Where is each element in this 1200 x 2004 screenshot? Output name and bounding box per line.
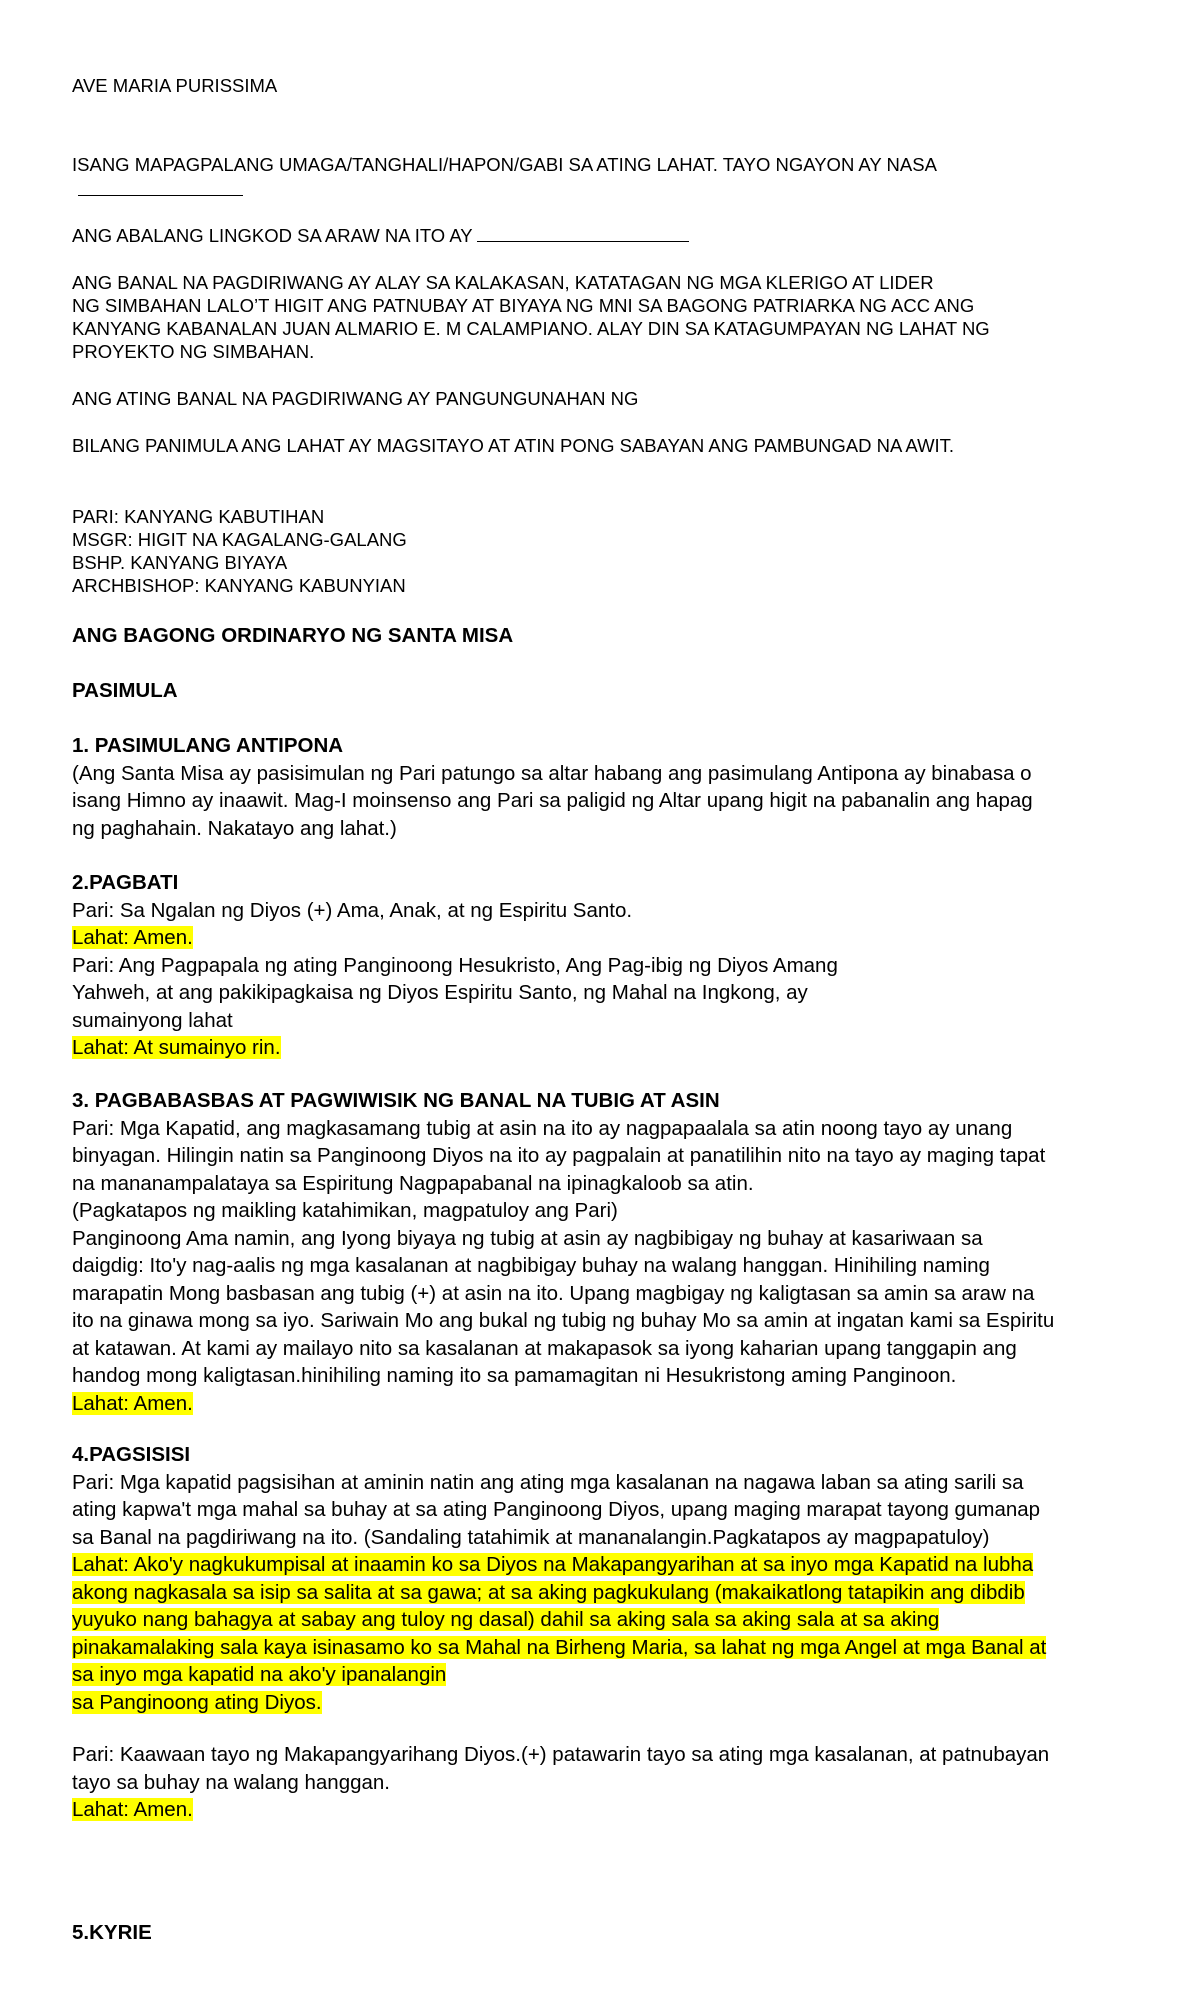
response-highlight: Lahat: At sumainyo rin.: [72, 1036, 281, 1059]
section-line: [72, 1115, 1147, 1143]
section-line: [72, 1579, 1147, 1607]
line-text: handog mong kaligtasan.hinihiling naming ito sa pamamagitan ni Hesukristong aming Panginoon.: [72, 1364, 957, 1387]
section-heading: 2.PAGBATI: [72, 871, 179, 894]
response-highlight: Lahat: Amen.: [72, 926, 193, 949]
offering-line: PROYEKTO NG SIMBAHAN.: [72, 341, 315, 362]
section-line: [72, 897, 1147, 925]
line-text: binyagan. Hilingin natin sa Panginoong Diyos na ito ay pagpalain at panatilihin nito na tayo ay maging tapat: [72, 1144, 1046, 1167]
line-text: Pari: Kaawaan tayo ng Makapangyarihang Diyos.(+) patawarin tayo sa ating mga kasalanan, at patnubayan: [72, 1743, 1050, 1766]
line-text: sa Banal na pagdiriwang na ito. (Sandaling tatahimik at mananalangin.Pagkatapos ay magpapatuloy): [72, 1525, 990, 1549]
section-line: [72, 1741, 1147, 1769]
section-line: [72, 1606, 1147, 1634]
response-highlight: sa inyo mga kapatid na ako'y ipanalangin: [72, 1663, 447, 1686]
servant-line: [72, 224, 1147, 247]
section-line: [72, 1252, 1147, 1280]
doc-title: ANG BAGONG ORDINARYO NG SANTA MISA: [72, 624, 514, 647]
section-line: [72, 1661, 1147, 1689]
title-line: BSHP. KANYANG BIYAYA: [72, 552, 288, 573]
section-line: [72, 1390, 1147, 1418]
led-by-line: ANG ATING BANAL NA PAGDIRIWANG AY PANGUNGUNAHAN NG: [72, 388, 639, 409]
section-line: [72, 924, 1147, 952]
line-text: isang Himno ay inaawit. Mag-I moinsenso ang Pari sa paligid ng Altar upang higit na pabanalin ang hapag: [72, 789, 1033, 812]
section-line: [72, 979, 1147, 1007]
response-highlight: akong nagkasala sa isip sa salita at sa gawa; at sa aking pagkukulang (makaikatlong tatapikin ang dibdib: [72, 1580, 1025, 1604]
line-text: Pari: Mga Kapatid, ang magkasamang tubig at asin na ito ay nagpapaalala sa atin noong tayo ay unang: [72, 1116, 1013, 1140]
section-2: [72, 869, 1147, 1062]
section-line: [72, 1197, 1147, 1225]
section-heading: 3. PAGBABASBAS AT PAGWIWISIK NG BANAL NA TUBIG AT ASIN: [72, 1089, 720, 1112]
line-text: Pari: Ang Pagpapala ng ating Panginoong Hesukristo, Ang Pag-ibig ng Diyos Amang: [72, 953, 838, 977]
section-line: [72, 1007, 1147, 1035]
response-highlight: Lahat: Amen.: [72, 1391, 193, 1415]
section-line: [72, 1551, 1147, 1579]
part-title: PASIMULA: [72, 679, 178, 702]
section-line: [72, 1335, 1147, 1363]
offering-paragraph: [72, 271, 1147, 363]
servant-text: ANG ABALANG LINGKOD SA ARAW NA ITO AY: [72, 225, 473, 246]
section-5-heading: 5.KYRIE: [72, 1921, 152, 1944]
line-text: Yahweh, at ang pakikipagkaisa ng Diyos Espiritu Santo, ng Mahal na Ingkong, ay: [72, 981, 808, 1004]
section-line: [72, 1524, 1147, 1552]
response-highlight: Lahat: Amen.: [72, 1798, 193, 1821]
response-highlight: yuyuko nang bahagya at sabay ang tuloy ng dasal) dahil sa aking sala sa aking sala at sa aking: [72, 1608, 940, 1631]
line-text: ng paghahain. Nakatayo ang lahat.): [72, 816, 397, 840]
section-line: [72, 952, 1147, 980]
response-highlight: sa Panginoong ating Diyos.: [72, 1690, 322, 1714]
greeting: AVE MARIA PURISSIMA: [72, 75, 278, 96]
welcome-line: [72, 153, 1147, 176]
line-text: (Pagkatapos ng maikling katahimikan, magpatuloy ang Pari): [72, 1199, 618, 1222]
offering-line: KANYANG KABANALAN JUAN ALMARIO E. M CALAMPIANO. ALAY DIN SA KATAGUMPAYAN NG LAHAT NG: [72, 318, 990, 339]
section-line: [72, 1034, 1147, 1062]
line-text: ito na ginawa mong sa iyo. Sariwain Mo ang bukal ng tubig ng buhay Mo sa amin at ingatan kami sa Espiritu: [72, 1309, 1055, 1332]
title-line: MSGR: HIGIT NA KAGALANG-GALANG: [72, 529, 407, 550]
location-blank: [78, 195, 243, 196]
servant-blank: [477, 241, 689, 242]
section-heading: 4.PAGSISISI: [72, 1443, 191, 1466]
section-line: [72, 1170, 1147, 1198]
line-text: daigdig: Ito'y nag-aalis ng mga kasalanan at nagbibigay buhay na walang hanggan. Hinihiling naming: [72, 1254, 990, 1277]
section-heading: 1. PASIMULANG ANTIPONA: [72, 734, 344, 757]
offering-line: ANG BANAL NA PAGDIRIWANG AY ALAY SA KALAKASAN, KATATAGAN NG MGA KLERIGO AT LIDER: [72, 272, 934, 293]
line-text: Pari: Sa Ngalan ng Diyos (+) Ama, Anak, at ng Espiritu Santo.: [72, 898, 633, 922]
line-text: Panginoong Ama namin, ang Iyong biyaya ng tubig at asin ay nagbibigay ng buhay at kasariwaan sa: [72, 1226, 983, 1250]
section-4-absolution: [72, 1741, 1147, 1824]
section-3: [72, 1087, 1147, 1417]
welcome-text: ISANG MAPAGPALANG UMAGA/TANGHALI/HAPON/GABI SA ATING LAHAT. TAYO NGAYON AY NASA: [72, 154, 937, 175]
honorific-titles: [72, 505, 1147, 597]
line-text: Pari: Mga kapatid pagsisihan at aminin natin ang ating mga kasalanan na nagawa laban sa ating sarili sa: [72, 1470, 1024, 1494]
offering-line: NG SIMBAHAN LALO’T HIGIT ANG PATNUBAY AT BIYAYA NG MNI SA BAGONG PATRIARKA NG ACC ANG: [72, 295, 975, 316]
title-line: ARCHBISHOP: KANYANG KABUNYIAN: [72, 575, 406, 596]
section-line: [72, 1225, 1147, 1253]
section-line: [72, 815, 1147, 843]
section-line: [72, 760, 1147, 788]
line-text: (Ang Santa Misa ay pasisimulan ng Pari patungo sa altar habang ang pasimulang Antipona ay binabasa o: [72, 761, 1032, 785]
section-line: [72, 1796, 1147, 1824]
line-text: at katawan. At kami ay mailayo nito sa kasalanan at makapasok sa iyong kaharian upang tanggapin ang: [72, 1336, 1017, 1360]
line-text: tayo sa buhay na walang hanggan.: [72, 1770, 391, 1794]
section-line: [72, 1307, 1147, 1335]
opening-line: BILANG PANIMULA ANG LAHAT AY MAGSITAYO AT ATIN PONG SABAYAN ANG PAMBUNGAD NA AWIT.: [72, 435, 955, 456]
response-highlight: pinakamalaking sala kaya isinasamo ko sa Mahal na Birheng Maria, sa lahat ng mga Angel at mga Banal at: [72, 1635, 1047, 1659]
line-text: sumainyong lahat: [72, 1008, 233, 1032]
line-text: na mananampalataya sa Espiritung Nagpapabanal na ipinagkaloob sa atin.: [72, 1171, 754, 1195]
section-line: [72, 1280, 1147, 1308]
title-line: PARI: KANYANG KABUTIHAN: [72, 506, 325, 527]
section-line: [72, 1496, 1147, 1524]
section-line: [72, 1362, 1147, 1390]
line-text: marapatin Mong basbasan ang tubig (+) at asin na ito. Upang magbigay ng kaligtasan sa amin sa araw na: [72, 1281, 1035, 1305]
section-line: [72, 1634, 1147, 1662]
section-line: [72, 787, 1147, 815]
section-line: [72, 1142, 1147, 1170]
section-4: [72, 1441, 1147, 1716]
section-line: [72, 1769, 1147, 1797]
section-line: [72, 1689, 1147, 1717]
line-text: ating kapwa't mga mahal sa buhay at sa ating Panginoong Diyos, upang maging marapat tayong gumanap: [72, 1498, 1041, 1521]
section-1: [72, 732, 1147, 842]
response-highlight: Lahat: Ako'y nagkukumpisal at inaamin ko sa Diyos na Makapangyarihan at sa inyo mga Kapatid na lubha: [72, 1553, 1034, 1576]
section-line: [72, 1469, 1147, 1497]
